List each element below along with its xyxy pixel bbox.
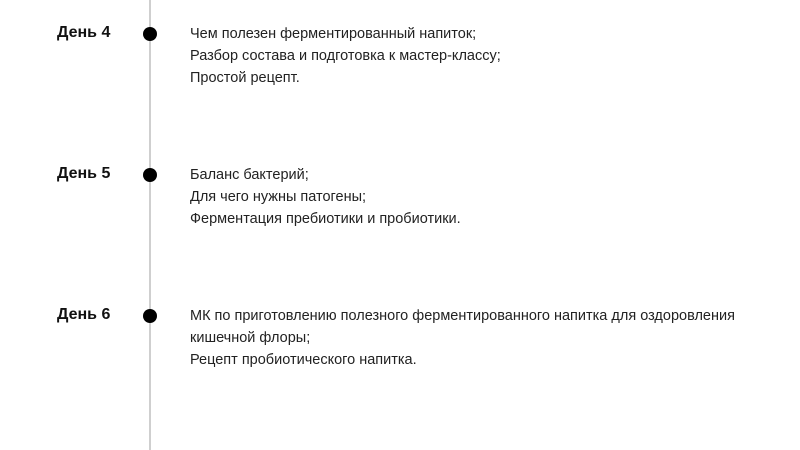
day-5-dot-icon	[143, 168, 157, 182]
day-5-topic: Ферментация пребиотики и пробиотики.	[190, 211, 461, 227]
timeline-line	[149, 0, 151, 450]
day-4-topic: Простой рецепт.	[190, 70, 300, 86]
day-4-dot-icon	[143, 27, 157, 41]
day-6-topic: МК по приготовлению полезного ферментированного напитка для оздоровления кишечной флоры;	[190, 308, 735, 346]
day-6-dot-icon	[143, 309, 157, 323]
day-6-topic: Рецепт пробиотического напитка.	[190, 352, 417, 368]
day-5-topics	[190, 164, 770, 230]
day-4-topic: Разбор состава и подготовка к мастер-классу;	[190, 48, 501, 64]
day-4-topics	[190, 23, 770, 89]
day-6-topics	[190, 305, 770, 371]
day-5-topic: Баланс бактерий;	[190, 167, 309, 183]
day-4-topic: Чем полезен ферментированный напиток;	[190, 26, 477, 42]
day-6-label: День 6	[57, 306, 111, 323]
day-5-topic: Для чего нужны патогены;	[190, 189, 367, 205]
day-5-label: День 5	[57, 165, 111, 182]
day-4-label: День 4	[57, 24, 111, 41]
